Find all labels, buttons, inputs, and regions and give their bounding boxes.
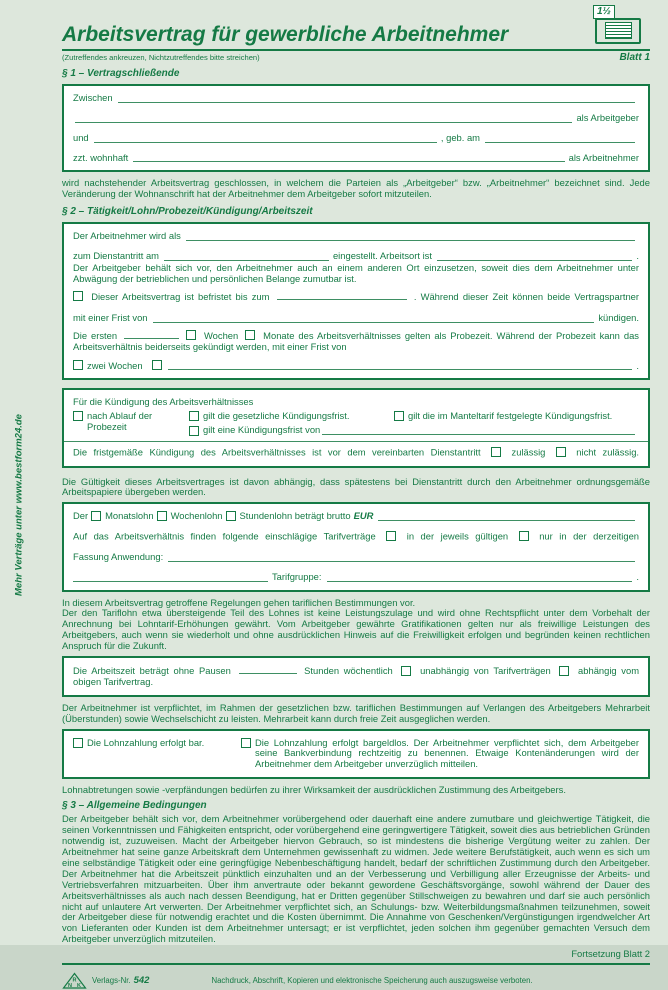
after-probation-checkbox[interactable] [73,411,83,421]
zulaessig-label: zulässig [511,446,546,458]
overtime-clause-text: Der Arbeitnehmer ist verpflichtet, im Rahmen der gesetzlichen bzw. tariflichen Bestimmungen auf Verlangen des Arbeitgebers Mehrarbeit (Überstunden) sowie Wechselschicht zu leisten. Mehrarbeit kann durch freie Zeit ausgeglichen werden. [62,701,650,724]
kuendigen-label: kündigen. [598,311,639,323]
statutory-notice-checkbox[interactable] [189,411,199,421]
dienstantritt-label: zum Dienstantritt am [73,250,159,262]
contract-intro-text: wird nachstehender Arbeitsvertrag geschlossen, in welchem die Parteien als „Arbeitgeber“ bzw. „Arbeitnehmer“ bezeichnet sind. Jede Veränderung der Wohnanschrift hat der Arbeitnehmer dem Arbeitgeber sofort mitzuteilen. [62,177,650,200]
probation-duration-field[interactable] [124,330,179,339]
tarifgruppe-label: Tarifgruppe: [272,570,322,582]
eur-label: EUR [353,510,374,522]
form-line [73,231,639,242]
als-arbeitgeber-label: als Arbeitgeber [576,111,639,123]
instructions-note: (Zutreffendes ankreuzen, Nichtzutreffendes bitte streichen) [62,53,260,62]
custom-notice-label: gilt eine Kündigungsfrist von [203,424,321,436]
logo-letter-k: K [77,983,81,990]
monthly-wage-checkbox[interactable] [91,511,101,521]
validity-clause-text: Die Gültigkeit dieses Arbeitsvertrages ist davon abhängig, dass spätestens bei Dienstantritt durch den Arbeitnehmer ordnungsgemäße Arbeitspapiere übergeben werden. [62,475,650,498]
hours-dependent-checkbox[interactable] [559,666,569,676]
monate-label: Monate des Arbeitsverhältnisses gelten als Probezeit. Während der Probezeit kann das Arbeitsverhältnis beiderseits gekündigt werden, mit einer Frist von [73,329,639,352]
birth-date-field[interactable] [485,134,635,143]
option-after-probation [73,411,189,436]
employee-name-field[interactable] [94,134,437,143]
section-1-heading: § 1 – Vertragschließende [62,67,180,79]
two-weeks-notice-checkbox[interactable] [73,360,83,370]
period-label: . [636,250,639,262]
logo-letter-n: N [68,983,72,990]
rnk-logo [62,972,87,990]
publisher-number: 542 [133,974,150,986]
title-rule [62,49,650,51]
tariff-agreements-field-2[interactable] [73,573,268,582]
geb-am-label: , geb. am [440,131,480,143]
tariff-group-field[interactable] [327,573,633,582]
after-probation-label: nach Ablauf der Probezeit [87,410,153,433]
manteltarif-notice-checkbox[interactable] [394,411,404,421]
fristgemaess-label: Die fristgemäße Kündigung des Arbeitsverhältnisses ist vor dem vereinbarten Dienstantritt [73,446,481,458]
employment-details-box [62,222,650,380]
relocation-clause-text: Der Arbeitgeber behält sich vor, den Arbeitnehmer auch an einem anderen Ort einzusetzen, soweit dies dem Arbeitnehmer unter Abwägung der betrieblichen und persönlichen Belange zumutbar ist. [73,261,639,284]
sheet-label: Blatt 1 [619,52,650,63]
residence-field[interactable] [133,153,564,162]
custom-notice-checkbox[interactable] [189,426,199,436]
als-arbeitnehmer-label: als Arbeitnehmer [568,151,639,163]
weekly-wage-checkbox[interactable] [157,511,167,521]
form-line [73,113,639,124]
hourly-wage-checkbox[interactable] [226,511,236,521]
separator-line [64,441,648,442]
cashless-payment-checkbox[interactable] [241,738,251,748]
arbeitsort-label: eingestellt. Arbeitsort ist [332,250,432,262]
pre-start-termination-line [73,447,639,458]
fixed-term-checkbox[interactable] [73,291,83,301]
befristet-label-2: . Während dieser Zeit können beide Vertragspartner [413,290,640,302]
pages-count-badge: 1½ [593,5,615,19]
employer-name-field-2[interactable] [75,114,572,123]
arbeitszeit-pre-label: Die Arbeitszeit beträgt ohne Pausen [73,665,231,677]
kuendigung-intro: Für die Kündigung des Arbeitsverhältnisses [73,396,254,408]
weekly-hours-field[interactable] [239,665,297,674]
und-label: und [73,131,89,143]
tarif-intro-label: Auf das Arbeitsverhältnis finden folgende einschlägige Tarifverträge [73,530,376,542]
employer-name-field[interactable] [118,94,635,103]
der-label: Der [73,510,89,522]
working-hours-box [62,656,650,697]
publisher-number-label: Verlags-Nr. [92,975,131,985]
form-line [73,360,639,371]
payment-options [73,738,639,770]
cashless-payment-option [241,738,639,770]
form-line [73,133,639,144]
general-conditions-text: Der Arbeitgeber behält sich vor, dem Arbeitnehmer vorübergehend oder dauerhaft eine andere zumutbare und gleichwertige Tätigkeit, die seinen Vorkenntnissen und Fähigkeiten entspricht, oder vorübergehend eine geringwertigere Tätigkeit, soweit dies aus betrieblichen Gründen notwendig ist, zuzuweisen. Macht der Arbeitgeber hiervon Gebrauch, so ist mindestens die bisherige Vergütung weiter zu zahlen. Der Arbeitnehmer hat seine ganze Arbeitskraft dem Unternehmen gewissenhaft zu widmen. Jede weitere Berufstätigkeit, auch wenn es sich um eine selbständige Tätigkeit oder eine geringfügige Nebenbeschäftigung handelt, bedarf der schriftlichen Zustimmung durch den Arbeitgeber. Der Arbeitnehmer hat die Arbeitszeit pünktlich einzuhalten und an der Verbesserung und Verbilligung aller Erzeugnisse der Arbeits- und Vertriebsverfahren mitzuarbeiten. Über ihm anvertraute oder bekannt gewordene Geschäftsvorgänge, sowohl während der Dauer des Arbeitsverhältnisses als auch nach dessen Beendigung, hat er Dritten gegenüber Stillschweigen zu bewahren und darf sie auch persönlich nicht auf unlautere Art verwerten. Der Arbeitnehmer verpflichtet sich, an Schulungs- bzw. Weiterbildungsmaßnahmen teilzunehmen, soweit der Arbeitgeber diese für notwendig erachtet und die Kosten übernimmt. Die Annahme von Geschenken/Vergünstigungen irgendwelcher Art von Lieferanten oder Kunden ist dem Arbeitnehmer untersagt; er ist verpflichtet, jeden solchen ihm gegenüber gemachten Versuch dem Arbeitgeber unverzüglich mitzuteilen. [62,813,650,945]
jeweils-label: in der jeweils gültigen [406,530,509,542]
section-3-heading: § 3 – Allgemeine Bedingungen [62,800,207,812]
form-line [73,93,639,104]
fassung-label: Fassung Anwendung: [73,550,164,562]
wochenlohn-label: Wochenlohn [170,510,223,522]
start-date-field[interactable] [164,252,329,261]
fixed-term-date-field[interactable] [277,291,407,300]
period-label: . [636,359,639,371]
footer-rule [62,963,650,965]
custom-notice-period-field[interactable] [322,426,635,435]
fixed-term-line [73,291,639,303]
cash-payment-checkbox[interactable] [73,738,83,748]
termination-options [73,411,639,436]
manteltarif-notice-label: gilt die im Manteltarif festgelegte Kündigungsfrist. [408,410,613,422]
wage-line [73,511,639,522]
wage-assignment-text: Lohnabtretungen sowie -verpfändungen bedürfen zu ihrer Wirksamkeit der ausdrücklichen Zustimmung des Arbeitgebers. [62,783,566,795]
zwischen-label: Zwischen [73,91,113,103]
working-hours-line [73,665,639,688]
wage-amount-field[interactable] [378,512,635,521]
form-line [73,552,639,563]
section-2-heading: § 2 – Tätigkeit/Lohn/Probezeit/Kündigung/Arbeitszeit [62,206,313,218]
statutory-notice-label: gilt die gesetzliche Kündigungsfrist. [203,410,350,422]
probation-months-checkbox[interactable] [245,330,255,340]
probezeit-pre-label: Die ersten [73,329,118,341]
zwei-wochen-label: zwei Wochen [87,359,143,371]
notice-period-field[interactable] [153,314,595,323]
logo-letter-r: R [72,977,77,984]
sidebar-note: Mehr Verträge unter www.bestform24.de [13,414,25,596]
tariff-agreements-field[interactable] [168,553,635,562]
fixed-version-checkbox[interactable] [519,531,529,541]
current-version-checkbox[interactable] [386,531,396,541]
typewriter-paper-lines [605,22,632,39]
continuation-note: Fortsetzung Blatt 2 [571,948,650,960]
option-custom-notice [189,425,639,436]
cashless-payment-label: Die Lohnzahlung erfolgt bargeldlos. Der Arbeitnehmer verpflichtet sich, dem Arbeitgeber seine Bankverbindung rechtzeitig zu benennen. Etwaige Kontenänderungen wird der Arbeitnehmer dem Arbeitgeber unverzüglich mitteilen. [255,736,639,769]
form-line [73,153,639,164]
wird-als-label: Der Arbeitnehmer wird als [73,230,181,242]
page-title: Arbeitsvertrag für gewerbliche Arbeitnehmer [62,23,509,46]
period-label: . [636,570,639,582]
stunden-label: Stunden wöchentlich [304,665,393,677]
unabhaengig-label: unabhängig von Tarifverträgen [420,665,551,677]
work-location-field[interactable] [437,252,632,261]
termination-not-allowed-checkbox[interactable] [556,447,566,457]
form-line [73,572,639,583]
job-title-field[interactable] [186,232,635,241]
cash-payment-option [73,738,241,749]
wage-box [62,502,650,591]
frist-von-label: mit einer Frist von [73,311,148,323]
termination-allowed-checkbox[interactable] [491,447,501,457]
termination-box [62,388,650,467]
typewriter-icon [590,5,642,45]
cash-payment-label: Die Lohnzahlung erfolgt bar. [87,736,205,748]
subtitle-row [62,53,650,64]
stundenlohn-label: Stundenlohn beträgt brutto [239,510,351,522]
hours-independent-checkbox[interactable] [401,666,411,676]
nicht-zulaessig-label: nicht zulässig. [576,446,640,458]
option-statutory [189,411,394,422]
custom-probation-notice-checkbox[interactable] [152,360,162,370]
wohnhaft-label: zzt. wohnhaft [73,151,129,163]
tariff-precedence-text: In diesem Arbeitsvertrag getroffene Regelungen gehen tariflichen Bestimmungen vor. [62,596,416,608]
monatslohn-label: Monatslohn [105,510,154,522]
derzeit-label: nur in der derzeitigen [539,530,640,542]
tariff-line [73,531,639,542]
parties-box [62,84,650,173]
abhaengig-label: abhängig vom obigen Tarifvertrag. [73,665,640,687]
option-manteltarif [394,411,639,422]
befristet-label: Dieser Arbeitsvertrag ist befristet bis zum [91,290,270,302]
wochen-label: Wochen [204,329,239,341]
probation-clause [73,330,639,353]
payment-method-box [62,729,650,779]
form-line [73,251,639,262]
copyright-note: Nachdruck, Abschrift, Kopieren und elektronische Speicherung auch auszugsweise verboten. [211,975,533,985]
footer [62,972,650,990]
probation-weeks-checkbox[interactable] [186,330,196,340]
tariff-surplus-text: Der den Tariflohn etwa übersteigende Teil des Lohnes ist keine Leistungszulage und wird ohne Rechtspflicht unter dem Vorbehalt der Anrechnung bei Lohntarif-Erhöhungen gewährt. Vom Arbeitgeber gewährte Gratifikationen gelten nur als freiwillige Leistungen des Arbeitgebers, auch wenn sie wiederholt und ohne ausdrücklichen Hinweis auf die Freiwilligkeit erfolgen und begründen keinen rechtlichen Anspruch für die Zukunft. [62,607,650,652]
probation-notice-field[interactable] [168,361,633,370]
form-line [73,313,639,324]
